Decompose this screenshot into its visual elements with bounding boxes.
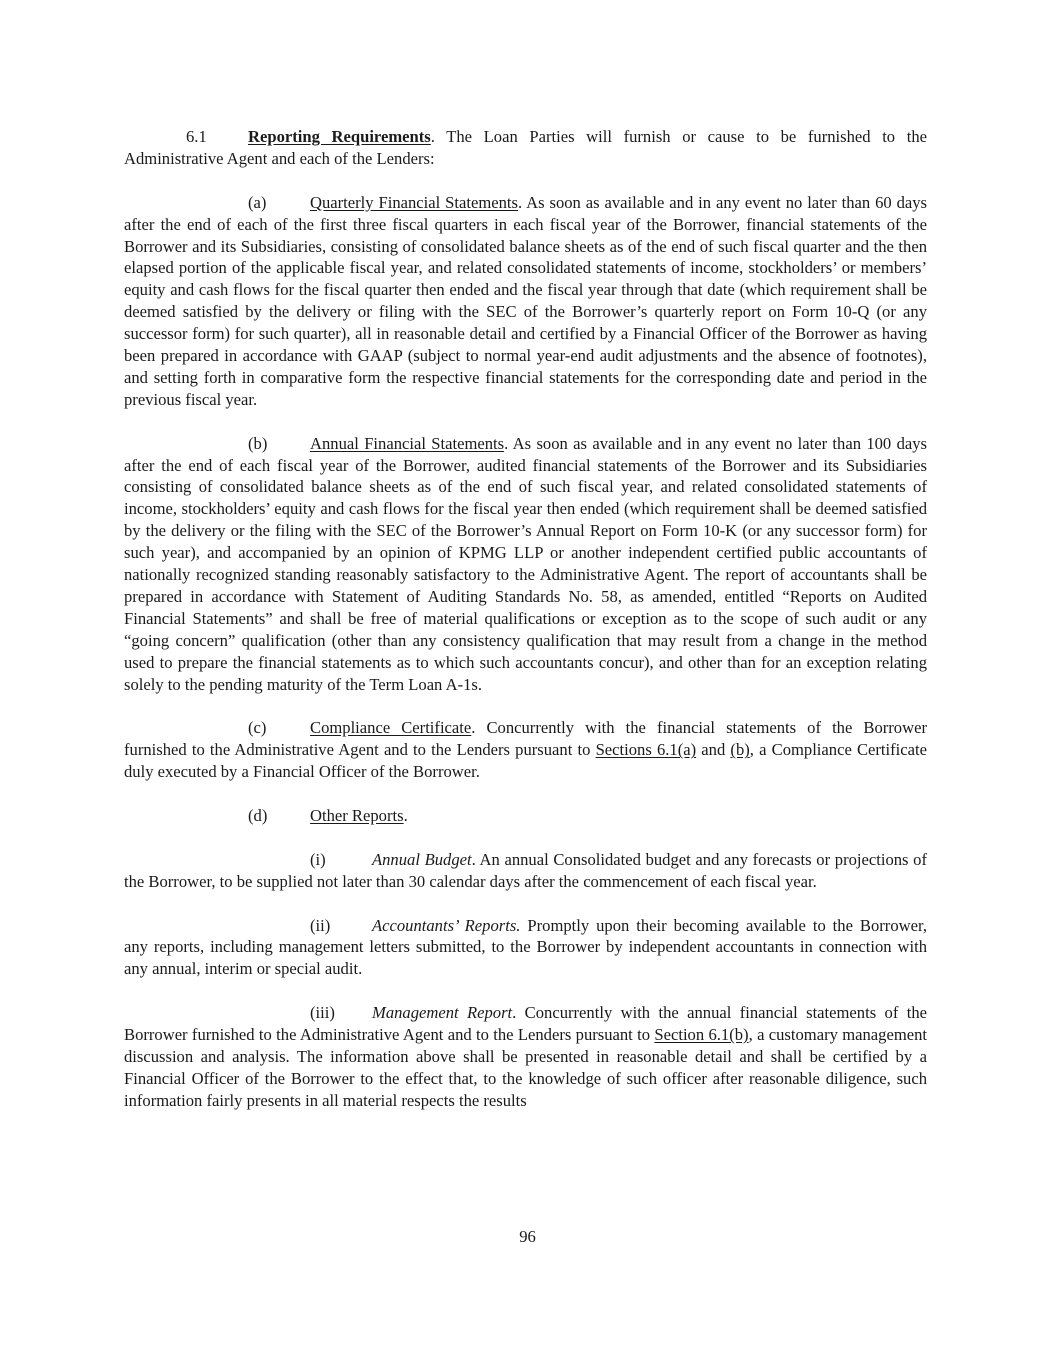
section-6-1-paragraph — [124, 126, 927, 170]
clause-d-iii-text-1: . Concurrently with the annual financial statements of the Borrower furnished to the Administrative Agent and to the Lenders pursuant to — [124, 1003, 927, 1045]
section-heading: Reporting Requirements — [248, 127, 431, 146]
page-number: 96 — [519, 1227, 536, 1246]
clause-d-i-paragraph — [124, 849, 927, 893]
section-number: 6.1 — [186, 127, 207, 146]
clause-d-ii-paragraph — [124, 915, 927, 981]
clause-b-text: . As soon as available and in any event no later than 100 days after the end of each fiscal year of the Borrower, audited financial statements of the Borrower and its Subsidiaries consisting of consolidated balance sheets as of the end of such fiscal year, and related consolidated statements of income, stockholders’ equity and cash flows for the fiscal year then ended (which requirement shall be deemed satisfied by the delivery or the filing with the SEC of the Borrower’s Annual Report on Form 10-K (or any successor form) for such year), and accompanied by an opinion of KPMG LLP or another independent certified public accountants of nationally recognized standing reasonably satisfactory to the Administrative Agent. The report of accountants shall be prepared in accordance with Statement of Auditing Standards No. 58, as amended, entitled “Reports on Audited Financial Statements” and shall be free of material qualifications or exception as to the scope of such audit or any “going concern” qualification (other than any consistency qualification that may result from a change in the method used to prepare the financial statements as to which such accountants concur), and other than for an exception relating solely to the pending maturity of the Term Loan A-1s. — [124, 433, 927, 694]
clause-c-label: (c) — [248, 718, 267, 738]
clause-d-heading: Other Reports — [310, 806, 404, 826]
clause-c-text-1: . Concurrently with the financial statements of the Borrower furnished to the Administrative Agent and to the Lenders pursuant to — [124, 718, 927, 760]
clause-b-heading: Annual Financial Statements — [310, 433, 505, 453]
clause-d-i-heading: Annual Budget — [372, 849, 472, 869]
clause-b-label: (b) — [248, 433, 268, 453]
clause-c-paragraph — [124, 717, 927, 783]
clause-d-ii-label: (ii) — [310, 915, 331, 935]
section-intro-text: . The Loan Parties will furnish or cause to be furnished to the Administrative Agent and each of the Lenders: — [124, 127, 927, 168]
clause-a-text: . As soon as available and in any event no later than 60 days after the end of each of the first three fiscal quarters in each fiscal year of the Borrower, financial statements of the Borrower and its Subsidiaries, consisting of consolidated balance sheets as of the end of such fiscal quarter and the then elapsed portion of the applicable fiscal year, and related consolidated statements of income, stockholders’ or members’ equity and cash flows for the fiscal quarter then ended and the fiscal year through that date (which requirement shall be deemed satisfied by the delivery or filing with the SEC of the Borrower’s quarterly report on Form 10-Q (or any successor form) for such quarter), all in reasonable detail and certified by a Financial Officer of the Borrower as having been prepared in accordance with GAAP (subject to normal year-end audit adjustments and the absence of footnotes), and setting forth in comparative form the respective financial statements for the corresponding date and period in the previous fiscal year. — [124, 192, 927, 409]
clause-d-label: (d) — [248, 806, 268, 826]
clause-d-period: . — [403, 806, 408, 826]
cross-reference-sections-6-1-a: Sections 6.1(a) — [595, 740, 697, 760]
cross-reference-b: (b) — [730, 740, 750, 760]
clause-d-ii-heading: Accountants’ Reports. — [372, 915, 521, 935]
clause-d-ii-text: Promptly upon their becoming available to the Borrower, any reports, including management letters submitted, to the Borrower by independent accountants in connection with any annual, interim or special audit. — [124, 915, 927, 979]
clause-a-label: (a) — [248, 192, 267, 212]
clause-d-iii-heading: Management Report — [372, 1003, 513, 1023]
cross-reference-section-6-1-b: Section 6.1(b) — [654, 1025, 749, 1045]
document-page — [124, 126, 927, 1134]
clause-d-paragraph — [124, 805, 927, 827]
clause-d-iii-text-2: , a customary management discussion and analysis. The information above shall be presented in reasonable detail and shall be certified by a Financial Officer of the Borrower to the effect that, to the knowledge of such officer after reasonable diligence, such information fairly presents in all material respects the results — [124, 1025, 927, 1110]
clause-a-heading: Quarterly Financial Statements — [310, 192, 518, 212]
clause-c-heading: Compliance Certificate — [310, 718, 472, 738]
clause-d-iii-label: (iii) — [310, 1003, 335, 1023]
clause-c-text-2: and — [696, 740, 731, 760]
clause-b-paragraph — [124, 433, 927, 696]
clause-a-paragraph — [124, 192, 927, 411]
clause-d-iii-paragraph — [124, 1002, 927, 1112]
clause-d-i-label: (i) — [310, 849, 326, 869]
clause-d-i-text: . An annual Consolidated budget and any forecasts or projections of the Borrower, to be supplied not later than 30 calendar days after the commencement of each fiscal year. — [124, 849, 927, 891]
clause-c-text-3: , a Compliance Certificate duly executed by a Financial Officer of the Borrower. — [124, 740, 927, 782]
